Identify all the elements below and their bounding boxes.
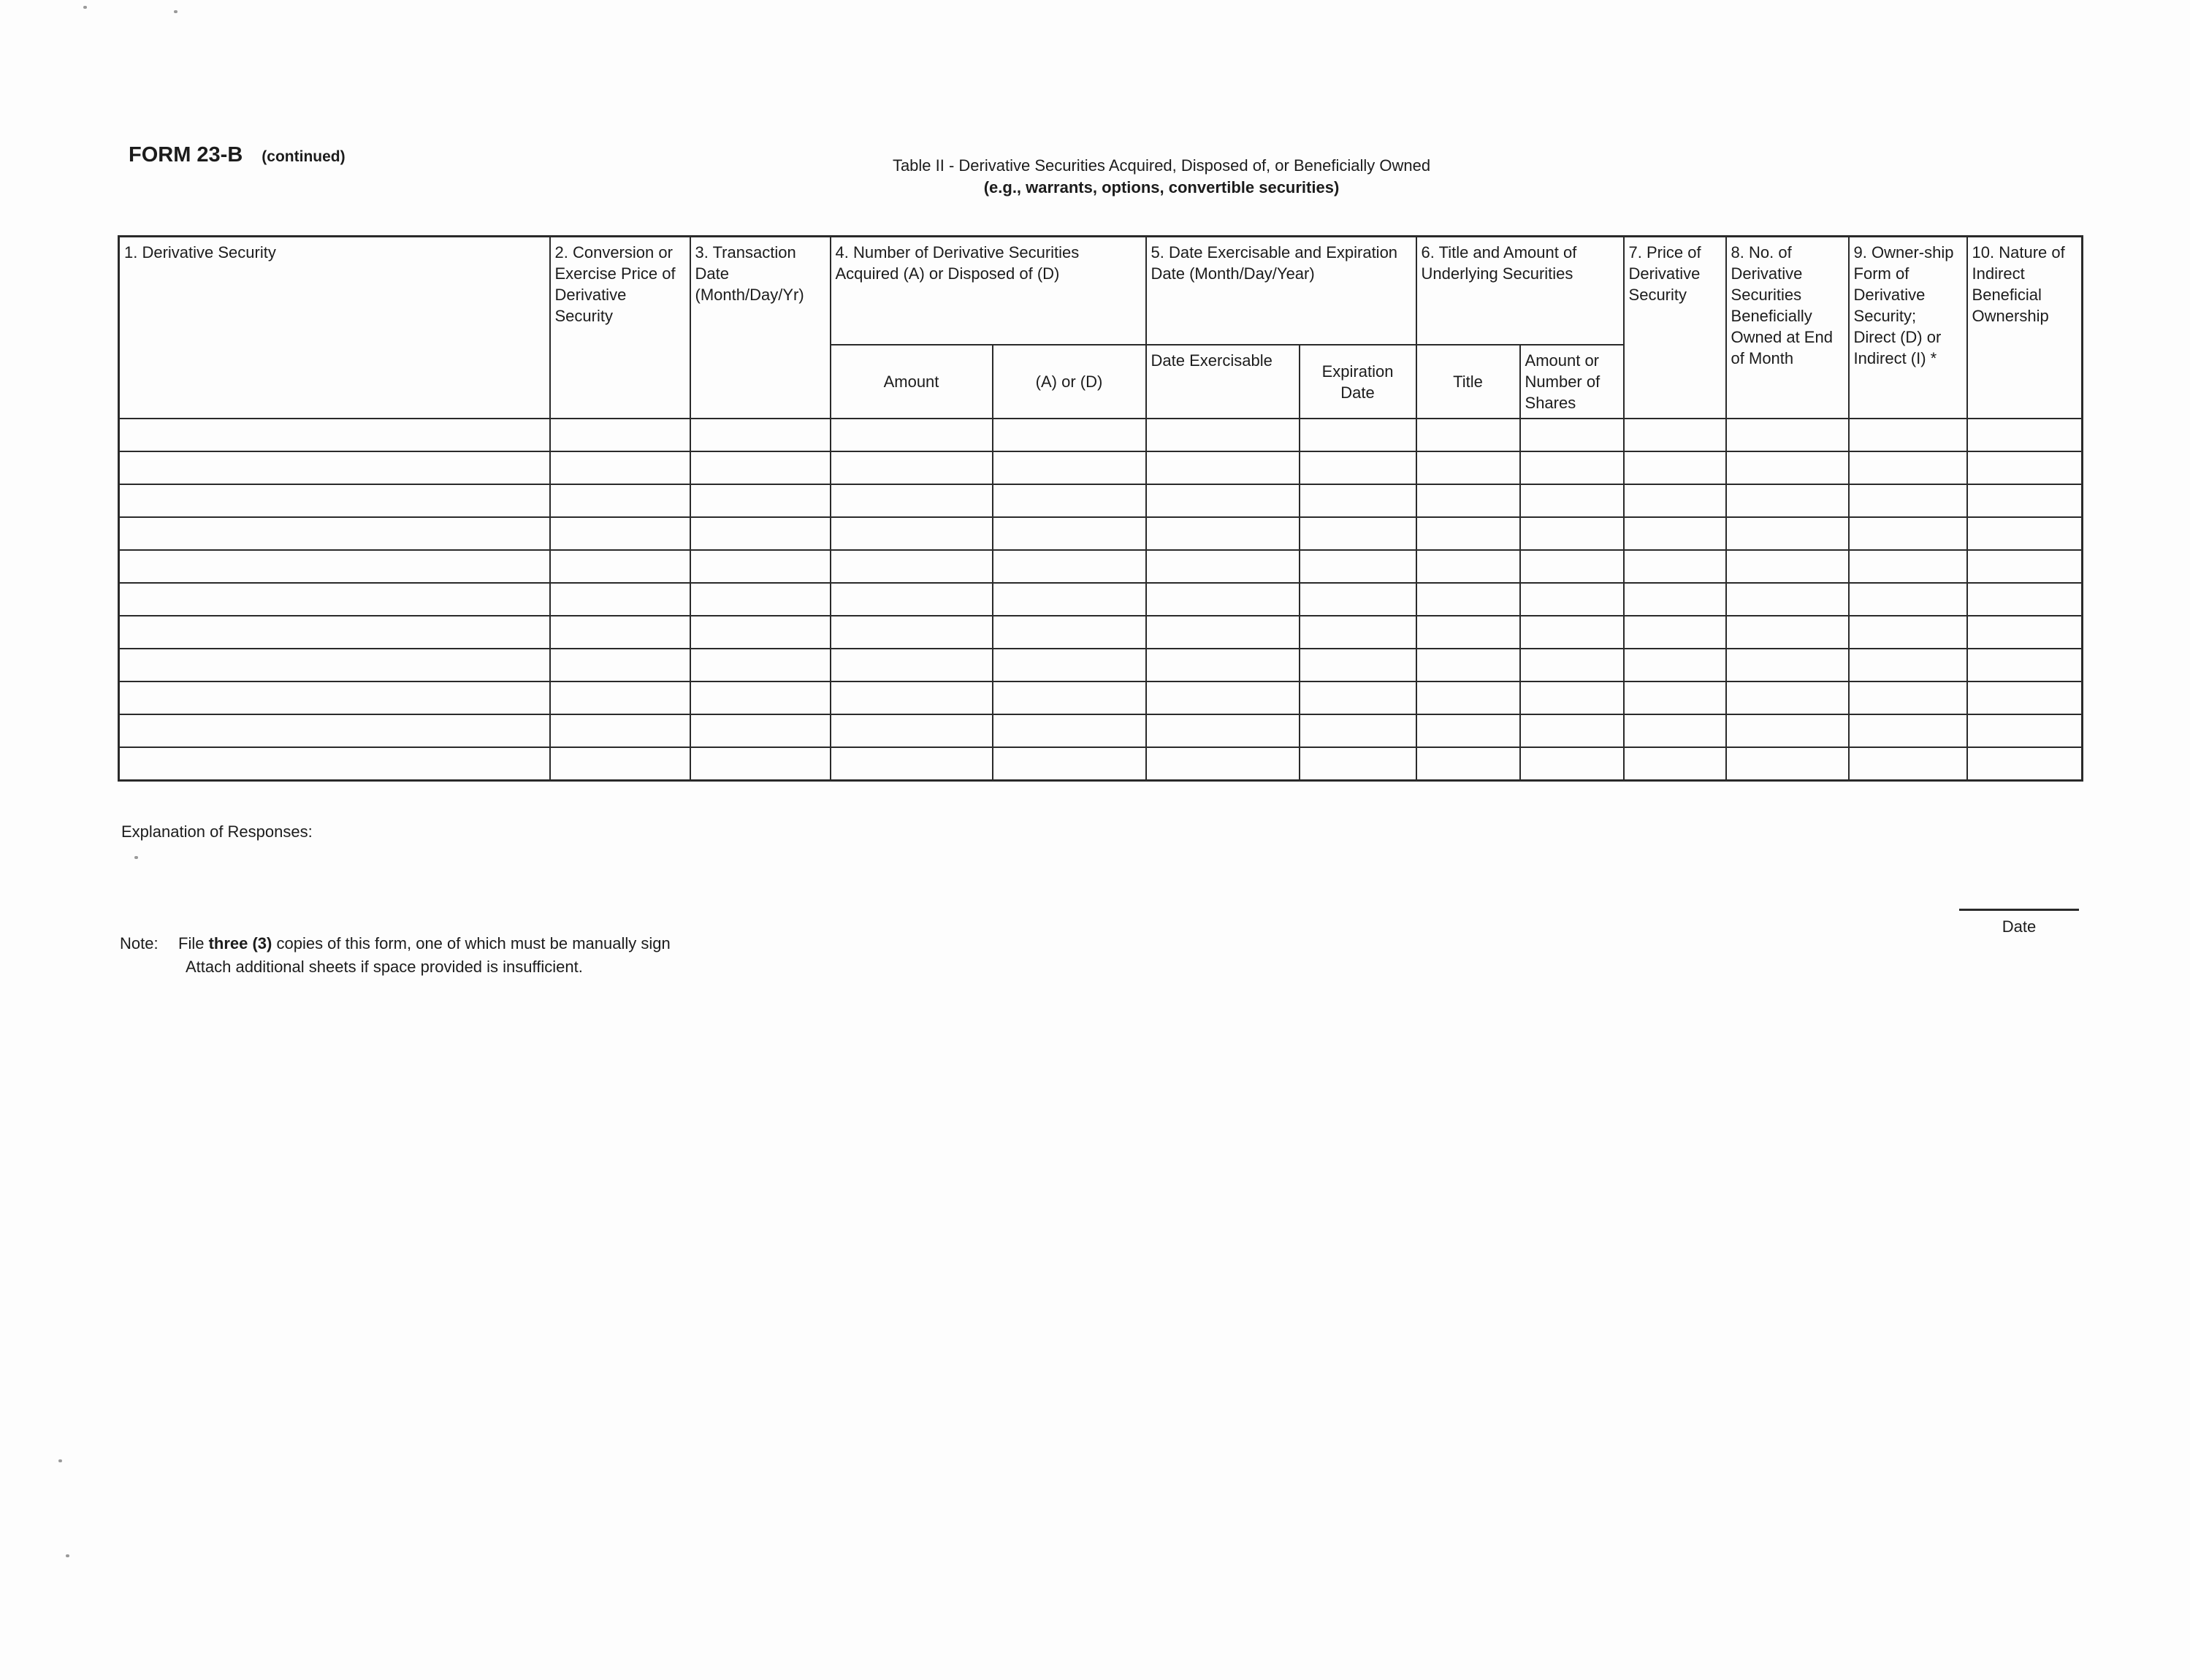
table-cell[interactable]: [993, 583, 1146, 616]
subheader-date-exercisable: Date Exercisable: [1146, 345, 1300, 419]
table-cell[interactable]: [1520, 714, 1624, 747]
table-cell[interactable]: [831, 484, 993, 517]
table-row: [119, 419, 2083, 451]
table-cell[interactable]: [1300, 517, 1416, 550]
table-cell[interactable]: [119, 616, 550, 649]
table-cell[interactable]: [1300, 583, 1416, 616]
table-cell[interactable]: [1300, 649, 1416, 681]
table-cell[interactable]: [550, 419, 690, 451]
subheader-amount: Amount: [831, 345, 993, 419]
scan-speck: [83, 6, 87, 9]
table-cell[interactable]: [1300, 681, 1416, 714]
table-cell[interactable]: [119, 747, 550, 781]
table-row: [119, 616, 2083, 649]
table-cell[interactable]: [831, 649, 993, 681]
table-cell[interactable]: [993, 451, 1146, 484]
table-cell[interactable]: [1726, 583, 1849, 616]
table-cell[interactable]: [1849, 517, 1967, 550]
table-cell[interactable]: [831, 681, 993, 714]
table-cell[interactable]: [1967, 616, 2083, 649]
table-cell[interactable]: [1416, 583, 1520, 616]
table-cell[interactable]: [119, 649, 550, 681]
table-cell[interactable]: [993, 681, 1146, 714]
table-cell[interactable]: [1849, 451, 1967, 484]
table-cell[interactable]: [1726, 451, 1849, 484]
table-cell[interactable]: [1849, 681, 1967, 714]
table-cell[interactable]: [550, 517, 690, 550]
table-cell[interactable]: [993, 714, 1146, 747]
scan-speck: [134, 856, 138, 859]
note-text-post: copies of this form, one of which must be manually sign: [272, 934, 671, 952]
note-text-bold: three (3): [208, 934, 272, 952]
table-cell[interactable]: [1146, 747, 1300, 781]
table-row: [119, 649, 2083, 681]
table-cell[interactable]: [1726, 747, 1849, 781]
table-cell[interactable]: [1300, 747, 1416, 781]
table-cell[interactable]: [993, 649, 1146, 681]
derivative-securities-table: [118, 235, 2083, 782]
table-cell[interactable]: [831, 517, 993, 550]
header-price-of-derivative: 7. Price of Derivative Security: [1624, 237, 1726, 419]
table-cell[interactable]: [690, 681, 831, 714]
scan-speck: [58, 1459, 62, 1462]
table-cell[interactable]: [1300, 484, 1416, 517]
table-cell[interactable]: [1520, 616, 1624, 649]
note-block: [120, 932, 671, 979]
table-cell[interactable]: [1624, 550, 1726, 583]
table-cell[interactable]: [831, 583, 993, 616]
header-conversion-price: 2. Conversion or Exercise Price of Derivative Security: [550, 237, 690, 419]
table-cell[interactable]: [550, 747, 690, 781]
table-cell[interactable]: [1520, 550, 1624, 583]
table-cell[interactable]: [1300, 451, 1416, 484]
table-cell[interactable]: [119, 714, 550, 747]
table-cell[interactable]: [1416, 616, 1520, 649]
table-cell[interactable]: [1416, 451, 1520, 484]
table-cell[interactable]: [1146, 714, 1300, 747]
table-cell[interactable]: [1520, 747, 1624, 781]
date-signature-line: [1959, 909, 2079, 911]
table-cell[interactable]: [831, 714, 993, 747]
header-nature-of-ownership: 10. Nature of Indirect Beneficial Ownership: [1967, 237, 2083, 419]
table-cell[interactable]: [690, 616, 831, 649]
table-cell[interactable]: [1849, 484, 1967, 517]
table-cell[interactable]: [119, 517, 550, 550]
table-cell[interactable]: [119, 419, 550, 451]
table-cell[interactable]: [1146, 550, 1300, 583]
table-cell[interactable]: [1146, 451, 1300, 484]
table-cell[interactable]: [831, 616, 993, 649]
table-heading: [774, 155, 1549, 199]
table-cell[interactable]: [1520, 451, 1624, 484]
table-row: [119, 747, 2083, 781]
table-row: [119, 484, 2083, 517]
table-cell[interactable]: [1726, 649, 1849, 681]
header-underlying-securities: 6. Title and Amount of Underlying Securities: [1416, 237, 1624, 345]
table-cell[interactable]: [993, 484, 1146, 517]
table-cell[interactable]: [1967, 484, 2083, 517]
table-cell[interactable]: [1624, 583, 1726, 616]
table-cell[interactable]: [993, 747, 1146, 781]
table-subtitle: (e.g., warrants, options, convertible securities): [983, 178, 1340, 196]
table-cell[interactable]: [1967, 419, 2083, 451]
table-cell[interactable]: [1146, 484, 1300, 517]
header-ownership-form: 9. Owner-ship Form of Derivative Security; Direct (D) or Indirect (I) *: [1849, 237, 1967, 419]
table-cell[interactable]: [1416, 649, 1520, 681]
subheader-a-or-d: (A) or (D): [993, 345, 1146, 419]
header-securities-owned: 8. No. of Derivative Securities Beneficially Owned at End of Month: [1726, 237, 1849, 419]
table-cell[interactable]: [1967, 517, 2083, 550]
table-cell[interactable]: [1416, 517, 1520, 550]
header-date-exercisable-expiration: 5. Date Exercisable and Expiration Date (Month/Day/Year): [1146, 237, 1416, 345]
table-cell[interactable]: [1967, 451, 2083, 484]
table-cell[interactable]: [550, 484, 690, 517]
table-title: Table II - Derivative Securities Acquired, Disposed of, or Beneficially Owned: [892, 156, 1431, 175]
table-cell[interactable]: [993, 517, 1146, 550]
table-cell[interactable]: [1416, 747, 1520, 781]
table-cell[interactable]: [831, 419, 993, 451]
form-number: FORM 23-B: [129, 143, 243, 167]
table-cell[interactable]: [1849, 649, 1967, 681]
table-cell[interactable]: [1520, 484, 1624, 517]
table-cell[interactable]: [119, 484, 550, 517]
table-cell[interactable]: [1146, 616, 1300, 649]
table-cell[interactable]: [1967, 550, 2083, 583]
table-cell[interactable]: [1146, 649, 1300, 681]
table-cell[interactable]: [831, 747, 993, 781]
subheader-amount-of-shares: Amount or Number of Shares: [1520, 345, 1624, 419]
table-cell[interactable]: [1726, 550, 1849, 583]
table-cell[interactable]: [993, 616, 1146, 649]
table-cell[interactable]: [993, 419, 1146, 451]
table-cell[interactable]: [1300, 616, 1416, 649]
table-cell[interactable]: [1624, 681, 1726, 714]
table-cell[interactable]: [1624, 419, 1726, 451]
table-cell[interactable]: [1624, 649, 1726, 681]
scan-speck: [66, 1554, 69, 1557]
scan-speck: [174, 10, 178, 13]
table-cell[interactable]: [1624, 714, 1726, 747]
subheader-title: Title: [1416, 345, 1520, 419]
table-cell[interactable]: [1849, 550, 1967, 583]
table-cell[interactable]: [831, 550, 993, 583]
table-cell[interactable]: [1416, 419, 1520, 451]
table-cell[interactable]: [550, 616, 690, 649]
table-cell[interactable]: [550, 451, 690, 484]
note-line-2: Attach additional sheets if space provided is insufficient.: [186, 958, 583, 976]
table-cell[interactable]: [690, 649, 831, 681]
table-cell[interactable]: [1624, 616, 1726, 649]
table-cell[interactable]: [690, 419, 831, 451]
table-cell[interactable]: [1624, 451, 1726, 484]
table-cell[interactable]: [119, 583, 550, 616]
table-cell[interactable]: [1520, 681, 1624, 714]
table-cell[interactable]: [1146, 583, 1300, 616]
table-cell[interactable]: [1300, 419, 1416, 451]
table-cell[interactable]: [1520, 517, 1624, 550]
explanation-label: Explanation of Responses:: [121, 822, 313, 841]
table-cell[interactable]: [993, 550, 1146, 583]
table-cell[interactable]: [1726, 714, 1849, 747]
table-row: [119, 517, 2083, 550]
header-number-of-securities: 4. Number of Derivative Securities Acquired (A) or Disposed of (D): [831, 237, 1146, 345]
table-cell[interactable]: [119, 550, 550, 583]
form-continued-label: (continued): [262, 148, 346, 165]
table-cell[interactable]: [1520, 583, 1624, 616]
table-cell[interactable]: [1967, 649, 2083, 681]
table-cell[interactable]: [690, 451, 831, 484]
table-cell[interactable]: [550, 583, 690, 616]
table-row: [119, 583, 2083, 616]
table-cell[interactable]: [690, 583, 831, 616]
table-cell[interactable]: [1726, 484, 1849, 517]
table-cell[interactable]: [1624, 517, 1726, 550]
table-cell[interactable]: [1726, 616, 1849, 649]
table-cell[interactable]: [1520, 649, 1624, 681]
table-cell[interactable]: [1416, 714, 1520, 747]
table-cell[interactable]: [1146, 517, 1300, 550]
table-row: [119, 451, 2083, 484]
table-cell[interactable]: [1849, 714, 1967, 747]
table-cell[interactable]: [1849, 419, 1967, 451]
table-cell[interactable]: [1726, 419, 1849, 451]
table-cell[interactable]: [1849, 616, 1967, 649]
table-cell[interactable]: [1416, 550, 1520, 583]
table-cell[interactable]: [690, 484, 831, 517]
form-title: [129, 143, 346, 167]
table-cell[interactable]: [1146, 681, 1300, 714]
table-cell[interactable]: [550, 714, 690, 747]
table-cell[interactable]: [1416, 681, 1520, 714]
table-cell[interactable]: [1300, 550, 1416, 583]
table-cell[interactable]: [119, 681, 550, 714]
table-cell[interactable]: [550, 550, 690, 583]
table-cell[interactable]: [1520, 419, 1624, 451]
table-cell[interactable]: [550, 681, 690, 714]
note-text-pre: File: [178, 934, 209, 952]
table-cell[interactable]: [1300, 714, 1416, 747]
header-derivative-security: 1. Derivative Security: [119, 237, 550, 419]
table-cell[interactable]: [1967, 583, 2083, 616]
header-transaction-date: 3. Transaction Date (Month/Day/Yr): [690, 237, 831, 419]
table-cell[interactable]: [1726, 517, 1849, 550]
table-cell[interactable]: [1967, 714, 2083, 747]
table-row: [119, 550, 2083, 583]
table-cell[interactable]: [1849, 583, 1967, 616]
subheader-expiration-date: Expiration Date: [1300, 345, 1416, 419]
table-row: [119, 714, 2083, 747]
table-cell[interactable]: [690, 517, 831, 550]
table-cell[interactable]: [1849, 747, 1967, 781]
table-cell[interactable]: [690, 747, 831, 781]
note-label: Note:: [120, 934, 159, 952]
date-label: Date: [2002, 917, 2037, 936]
table-cell[interactable]: [1416, 484, 1520, 517]
table-cell[interactable]: [1967, 681, 2083, 714]
table-cell[interactable]: [831, 451, 993, 484]
table-cell[interactable]: [690, 550, 831, 583]
table-cell[interactable]: [1146, 419, 1300, 451]
table-cell[interactable]: [1726, 681, 1849, 714]
table-cell[interactable]: [1967, 747, 2083, 781]
table-cell[interactable]: [119, 451, 550, 484]
table-row: [119, 681, 2083, 714]
table-cell[interactable]: [1624, 484, 1726, 517]
table-cell[interactable]: [1624, 747, 1726, 781]
table-cell[interactable]: [690, 714, 831, 747]
table-cell[interactable]: [550, 649, 690, 681]
